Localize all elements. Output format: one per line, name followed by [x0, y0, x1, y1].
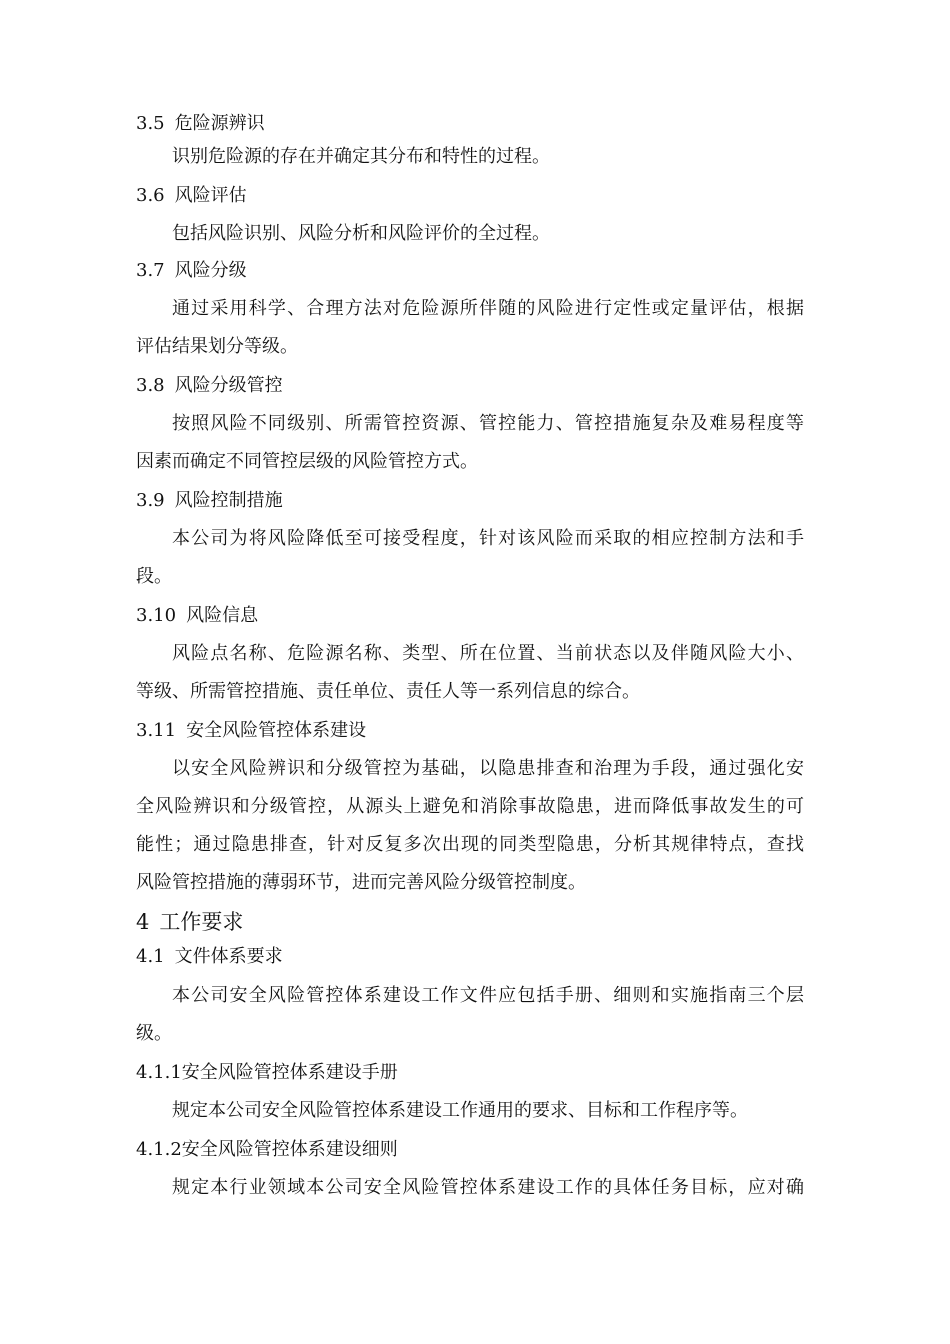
paragraph-line: 级。 [136, 1023, 172, 1044]
section-number: 3.7 [136, 260, 165, 281]
paragraph-line: 风险点名称、危险源名称、类型、所在位置、当前状态以及伴随风险大小、 [172, 643, 804, 664]
chapter-heading-4 [136, 909, 243, 935]
subsection-heading-4-1-2: 4.1.2安全风险管控体系建设细则 [136, 1139, 398, 1160]
chapter-number: 4 [136, 910, 150, 934]
section-title: 风险分级 [174, 260, 247, 281]
paragraph-line: 评估结果划分等级。 [136, 336, 298, 357]
section-title: 危险源辨识 [174, 113, 265, 134]
section-heading-3-10 [136, 604, 258, 628]
section-number: 3.10 [136, 605, 177, 626]
section-title: 文件体系要求 [174, 946, 283, 967]
section-heading-3-9 [136, 489, 283, 513]
section-number: 3.8 [136, 375, 165, 396]
section-heading-3-5 [136, 112, 265, 136]
section-number: 4.1 [136, 946, 165, 967]
section-number: 3.5 [136, 113, 165, 134]
section-heading-4-1 [136, 945, 283, 969]
paragraph-line: 本公司为将风险降低至可接受程度，针对该风险而采取的相应控制方法和手 [172, 528, 804, 549]
section-heading-3-6 [136, 184, 247, 208]
paragraph-line: 段。 [136, 566, 172, 587]
section-number: 3.6 [136, 185, 165, 206]
section-title: 风险评估 [174, 185, 247, 206]
section-number: 3.11 [136, 720, 177, 741]
paragraph-line: 因素而确定不同管控层级的风险管控方式。 [136, 451, 478, 472]
paragraph-line: 规定本行业领域本公司安全风险管控体系建设工作的具体任务目标，应对确 [172, 1177, 804, 1198]
paragraph-line: 按照风险不同级别、所需管控资源、管控能力、管控措施复杂及难易程度等 [172, 413, 804, 434]
paragraph-line: 识别危险源的存在并确定其分布和特性的过程。 [172, 146, 550, 167]
section-heading-3-7 [136, 259, 247, 283]
paragraph-line: 等级、所需管控措施、责任单位、责任人等一系列信息的综合。 [136, 681, 640, 702]
subsection-heading-4-1-1: 4.1.1安全风险管控体系建设手册 [136, 1062, 398, 1083]
section-heading-3-11 [136, 719, 366, 743]
paragraph-line: 风险管控措施的薄弱环节，进而完善风险分级管控制度。 [136, 872, 586, 893]
section-title: 风险控制措施 [174, 490, 283, 511]
paragraph-line: 能性；通过隐患排查，针对反复多次出现的同类型隐患，分析其规律特点，查找 [136, 834, 804, 855]
section-heading-3-8 [136, 374, 283, 398]
paragraph-line: 本公司安全风险管控体系建设工作文件应包括手册、细则和实施指南三个层 [172, 985, 804, 1006]
section-title: 风险信息 [186, 605, 259, 626]
paragraph-line: 包括风险识别、风险分析和风险评价的全过程。 [172, 223, 550, 244]
section-number: 3.9 [136, 490, 165, 511]
section-title: 风险分级管控 [174, 375, 283, 396]
paragraph-line: 以安全风险辨识和分级管控为基础，以隐患排查和治理为手段，通过强化安 [172, 758, 804, 779]
paragraph-line: 通过采用科学、合理方法对危险源所伴随的风险进行定性或定量评估，根据 [172, 298, 804, 319]
chapter-title: 工作要求 [159, 910, 244, 934]
paragraph-line: 全风险辨识和分级管控，从源头上避免和消除事故隐患，进而降低事故发生的可 [136, 796, 804, 817]
section-title: 安全风险管控体系建设 [186, 720, 367, 741]
paragraph-line: 规定本公司安全风险管控体系建设工作通用的要求、目标和工作程序等。 [172, 1100, 748, 1121]
